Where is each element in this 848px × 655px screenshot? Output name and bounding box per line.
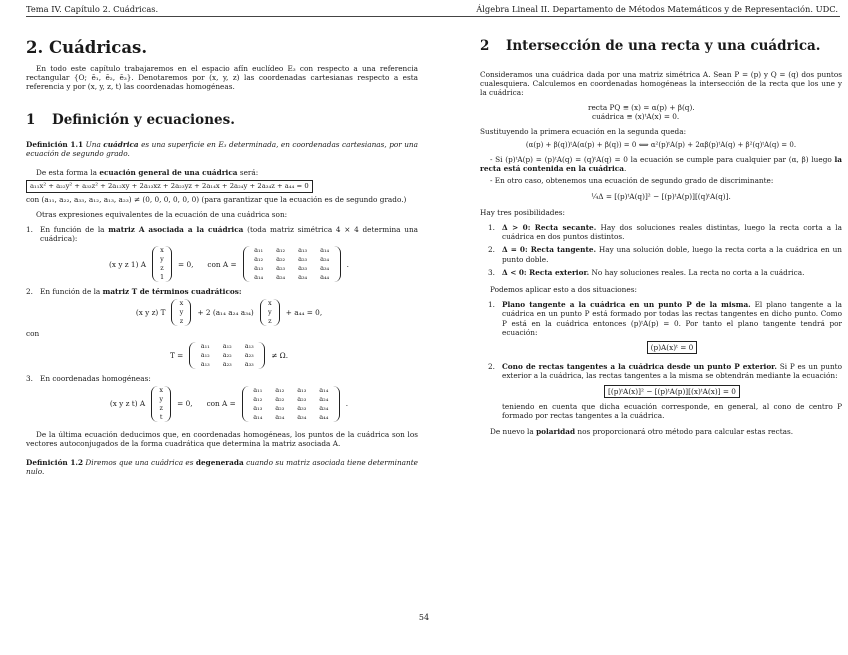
list-item-homogeneous <box>26 374 418 425</box>
vector-entry: z <box>268 317 272 326</box>
situations-list <box>488 300 842 420</box>
list-item-1-number: 1. <box>26 224 33 234</box>
matrix-entry: a₁₂ <box>253 394 263 403</box>
tangent-plane-equation: (p)A(x)ᵗ = 0 <box>647 341 698 354</box>
list-item-1-text <box>40 225 418 243</box>
column-vector-xyz <box>171 299 191 326</box>
definition-1-1-term: cuádrica <box>103 139 139 149</box>
tangent-cone-equation: [(p)ᵗA(x)]² − [(p)ᵗA(p)][(x)ᵗA(x)] = 0 <box>604 385 740 398</box>
matrix-entry: a₄₄ <box>320 273 330 282</box>
matrix-entry: a₃₃ <box>297 403 307 412</box>
matrix-entry: a₁₂ <box>200 350 210 359</box>
possibility-text: Hay una solución doble, luego la recta corta a la cuádrica en un punto doble. <box>502 245 842 264</box>
running-header-left: Tema IV. Capítulo 2. Cuádricas. <box>26 4 159 14</box>
matrix-entry: a₁₃ <box>298 246 308 255</box>
matrix-entry: a₃₃ <box>244 359 254 368</box>
section-1-heading <box>26 112 418 128</box>
definition-1-2 <box>26 458 418 476</box>
matrix-entry: a₂₃ <box>297 394 307 403</box>
definition-1-2-text-a: Diremos que una cuádrica es <box>85 458 194 468</box>
section-2-title: Intersección de una recta y una cuádrica. <box>506 38 821 54</box>
matrix-entry: a₁₃ <box>253 403 263 412</box>
situation-2-number: 2. <box>488 362 495 372</box>
matrix-entry: a₃₃ <box>298 264 308 273</box>
matrix-entry: a₂₂ <box>222 350 232 359</box>
matrix-entry: a₃₄ <box>320 264 330 273</box>
matrix-entry: a₂₄ <box>275 412 285 421</box>
substitution-text: Sustituyendo la primera ecuación en la segunda queda: <box>480 126 687 136</box>
matrix-entry: a₁₄ <box>253 412 263 421</box>
header-rule <box>26 16 840 17</box>
matrix-T <box>189 342 265 369</box>
case1-term: la recta está contenida en la cuádrica <box>480 155 842 174</box>
polarity-text-a: De nuevo la <box>490 427 534 437</box>
vector-entry: x <box>267 299 272 308</box>
matrix-entry: a₂₃ <box>298 255 308 264</box>
matrix-entry: a₁₁ <box>253 385 263 394</box>
matrix-entry: a₃₄ <box>297 412 307 421</box>
general-equation-intro <box>26 168 418 177</box>
matrix-entry: a₁₄ <box>254 273 264 282</box>
matrix-equation-homogeneous <box>40 386 418 422</box>
vector-entry: z <box>159 403 163 412</box>
matrix-entry: a₁₃ <box>244 341 254 350</box>
matrix-entry: a₁₂ <box>275 385 285 394</box>
list-item-2-number: 2. <box>26 287 33 297</box>
list-item <box>488 223 842 241</box>
matrix-entry: a₁₁ <box>200 341 210 350</box>
conclusion-paragraph: De la última ecuación deducimos que, en coordenadas homogéneas, los puntos de la cuádrica son los vectores autoconjugados de la forma cuadrática que determina la matriz asociada A. <box>26 429 418 449</box>
vector-entry: y <box>160 255 164 264</box>
chapter-title: 2. Cuádricas. <box>26 38 148 57</box>
list-item-tangent-plane <box>488 300 842 358</box>
matrix-entry: a₁₂ <box>254 255 264 264</box>
definition-1-2-label: Definición 1.2 <box>26 458 84 468</box>
polarity-term: polaridad <box>536 427 576 437</box>
apply-text: Podemos aplicar esto a dos situaciones: <box>490 285 637 295</box>
intersection-intro: Consideramos una cuádrica dada por una matriz simétrica A. Sean P = (p) y Q = (q) dos puntos cualesquiera. Calculemos en coordenadas homogéneas la intersección de la recta que los une y la cuádrica: <box>480 70 842 98</box>
general-equation-condition: con (a₁₁, a₂₂, a₃₃, a₁₂, a₁₃, a₂₃) ≠ (0, 0, 0, 0, 0, 0) (para garantizar que la ecuación es de segundo grado.) <box>26 195 407 205</box>
polarity-note <box>480 427 842 436</box>
column-vector-xyzt <box>151 386 171 422</box>
vector-entry: z <box>179 317 184 326</box>
substitution-equation: (α(p) + β(q))ᵗA(α(p) + β(q)) = 0 ⟺ α²(p)ᵗA(p) + 2αβ(p)ᵗA(q) + β²(q)ᵗA(q) = 0. <box>525 140 797 149</box>
left-column <box>26 22 418 477</box>
polarity-text-b: nos proporcionará otro método para calcular estas rectas. <box>577 427 794 437</box>
vector-entry: y <box>267 308 272 317</box>
possibilities-list <box>488 223 842 277</box>
situation-1-title: Plano tangente a la cuádrica en un punto P de la misma. <box>502 300 751 310</box>
case-discriminant: - En otro caso, obtenemos una ecuación de segundo grado de discriminante: <box>490 176 774 186</box>
matrix-entry: a₁₂ <box>276 246 286 255</box>
discriminant-equation: ¼Δ = [(p)ᵗA(q)]² − [(p)ᵗA(p)][(q)ᵗA(q)]. <box>591 191 731 201</box>
quadratic-equation <box>40 299 418 326</box>
general-eq-text-b: será: <box>239 168 259 178</box>
possibility-label: Δ < 0: Recta exterior. <box>502 267 590 277</box>
list-item <box>488 268 842 277</box>
matrix-equation-cartesian <box>40 246 418 282</box>
situation-2-title: Cono de rectas tangentes a la cuádrica desde un punto P exterior. <box>502 362 777 372</box>
definition-1-1-text-b: es una superficie en E₃ determinada, en coordenadas cartesianas, por una ecuación de segundo grado. <box>26 139 418 158</box>
T-label: T = <box>169 350 184 360</box>
vector-entry: y <box>159 394 163 403</box>
item1-text-a: En función de la <box>40 224 105 234</box>
vector-entry: z <box>160 264 164 273</box>
running-header-right: Álgebra Lineal II. Departamento de Métodos Matemáticos y de Representación. UDC. <box>476 4 838 14</box>
list-item-tangent-cone <box>488 362 842 420</box>
situation-2-text: Si P es un punto exterior a la cuádrica, las rectas tangentes a la misma se obtendrán mediante la ecuación: <box>502 362 842 381</box>
matrix-entry: a₃₄ <box>319 403 329 412</box>
case-contained <box>480 155 842 173</box>
definition-1-2-term: degenerada <box>195 458 244 468</box>
matrix-entry: a₂₄ <box>276 273 286 282</box>
row-vector-xyz1: (x y z 1) A <box>109 259 147 269</box>
column-vector-xyz-2 <box>260 299 280 326</box>
matrix-entry: a₁₃ <box>297 385 307 394</box>
T-nonzero: ≠ Ω. <box>271 350 289 360</box>
matrix-A-homogeneous <box>242 386 340 422</box>
list-item-matrix-form <box>26 225 418 285</box>
linear-terms: + 2 (a₁₄ a₂₄ a₃₄) <box>197 308 254 318</box>
matrix-T-definition <box>40 342 418 369</box>
general-equation-box: a₁₁x² + a₂₂y² + a₃₃z² + 2a₁₂xy + 2a₁₃xz + 2a₂₃yz + 2a₁₄x + 2a₂₄y + 2a₃₄z + a₄₄ = 0 <box>26 180 313 193</box>
general-eq-text-a: De esta forma la <box>36 168 98 178</box>
matrix-entry: a₂₄ <box>319 394 329 403</box>
section-2-number: 2 <box>480 38 490 54</box>
con-A-label: con A = <box>206 399 236 409</box>
possibility-label: Δ > 0: Recta secante. <box>502 223 597 233</box>
definition-1-1-text-a: Una <box>85 139 101 149</box>
section-1-number: 1 <box>26 111 36 128</box>
matrix-entry: a₃₄ <box>298 273 308 282</box>
vector-entry: x <box>179 299 184 308</box>
matrix-entry: a₁₃ <box>200 359 210 368</box>
matrix-entry: a₂₃ <box>244 350 254 359</box>
equals-zero: = 0, <box>178 259 194 269</box>
section-2-heading <box>480 38 842 54</box>
constant-term: + a₄₄ = 0, <box>285 308 323 318</box>
item2-con: con <box>26 329 40 339</box>
list-item-2-text <box>40 287 418 296</box>
vector-entry: 1 <box>159 273 165 282</box>
definition-1-2-text-b: cuando su matriz asociada tiene determinante nulo. <box>26 458 418 477</box>
page-number: 54 <box>418 613 430 622</box>
list-item-3-number: 3. <box>26 373 33 383</box>
case1-text: - Si (p)ᵗA(p) = (p)ᵗA(q) = (q)ᵗA(q) = 0 la ecuación se cumple para cualquier par (α, β) luego <box>490 155 832 165</box>
situation-1-number: 1. <box>488 300 495 310</box>
three-possibilities: Hay tres posibilidades: <box>480 207 565 217</box>
item1-term: matriz A asociada a la cuádrica <box>108 224 244 234</box>
equivalent-forms-intro: Otras expresiones equivalentes de la ecuación de una cuádrica son: <box>36 209 288 219</box>
matrix-entry: a₂₃ <box>276 264 286 273</box>
matrix-entry: a₁₄ <box>319 385 329 394</box>
item1-text-b: (toda matriz simétrica 4 × 4 determina una cuádrica): <box>40 224 419 244</box>
possibility-number: 1. <box>488 223 495 233</box>
matrix-entry: a₂₂ <box>276 255 286 264</box>
intersection-system <box>588 103 842 122</box>
situation-1-text: El plano tangente a la cuádrica en un punto P está formado por todas las rectas tangentes en dicho punto. Como P está en la cuádrica entonces (p)ᵗA(p) = 0. Por tanto el plano tangente tendrá por ecuación: <box>502 300 843 337</box>
matrix-entry: a₁₄ <box>320 246 330 255</box>
item2-term: matriz T de términos cuadráticos: <box>102 287 242 297</box>
right-column <box>480 22 842 436</box>
definition-1-1 <box>26 140 418 158</box>
general-eq-term: ecuación general de una cuádrica <box>99 168 238 178</box>
possibility-text: Hay dos soluciones reales distintas, luego la recta corta a la cuádrica en dos puntos distintos. <box>502 223 842 242</box>
matrix-entry: a₁₂ <box>222 341 232 350</box>
possibility-number: 3. <box>488 267 495 277</box>
matrix-entry: a₂₃ <box>275 403 285 412</box>
period: . <box>346 259 349 269</box>
matrix-entry: a₁₁ <box>254 246 264 255</box>
row-vector-xyz: (x y z) T <box>135 308 166 318</box>
section-1-title: Definición y ecuaciones. <box>52 111 235 128</box>
possibility-number: 2. <box>488 245 495 255</box>
vector-entry: t <box>159 412 163 421</box>
column-vector-xyz1 <box>152 246 172 282</box>
matrix-entry: a₂₄ <box>320 255 330 264</box>
situation-2-after: teniendo en cuenta que dicha ecuación corresponde, en general, al cono de centro P formado por rectas tangentes a la cuádrica. <box>502 401 842 421</box>
vector-entry: x <box>160 246 164 255</box>
con-A-label: con A = <box>207 259 237 269</box>
quadric-equation: cuádrica ≡ (x)ᵗA(x) = 0. <box>592 112 680 122</box>
item2-text-a: En función de la <box>40 287 101 297</box>
matrix-entry: a₂₃ <box>222 359 232 368</box>
case1-end: . <box>623 164 627 174</box>
equals-zero: = 0, <box>177 399 193 409</box>
row-vector-xyzt: (x y z t) A <box>109 399 146 409</box>
possibility-label: Δ = 0: Recta tangente. <box>502 245 597 255</box>
matrix-entry: a₂₂ <box>275 394 285 403</box>
matrix-entry: a₄₄ <box>319 412 329 421</box>
matrix-entry: a₁₃ <box>254 264 264 273</box>
definition-1-1-label: Definición 1.1 <box>26 139 84 149</box>
list-item-3-text: En coordenadas homogéneas: <box>40 373 151 383</box>
vector-entry: y <box>179 308 184 317</box>
vector-entry: x <box>159 385 163 394</box>
list-item-quadratic-form <box>26 287 418 371</box>
list-item <box>488 245 842 263</box>
matrix-A <box>243 246 341 282</box>
period: . <box>345 399 349 409</box>
possibility-text: No hay soluciones reales. La recta no corta a la cuádrica. <box>591 267 805 277</box>
line-equation: recta PQ ≡ (x) = α(p) + β(q). <box>588 102 695 112</box>
intro-paragraph: En todo este capítulo trabajaremos en el espacio afín euclídeo E₃ con respecto a una referencia rectangular {O; ē₁, ē₂, ē₃}. Denotaremos por (x, y, z) las coordenadas cartesianas respecto a esta referencia y por (x, y, z, t) las coordenadas homogéneas. <box>26 64 418 92</box>
